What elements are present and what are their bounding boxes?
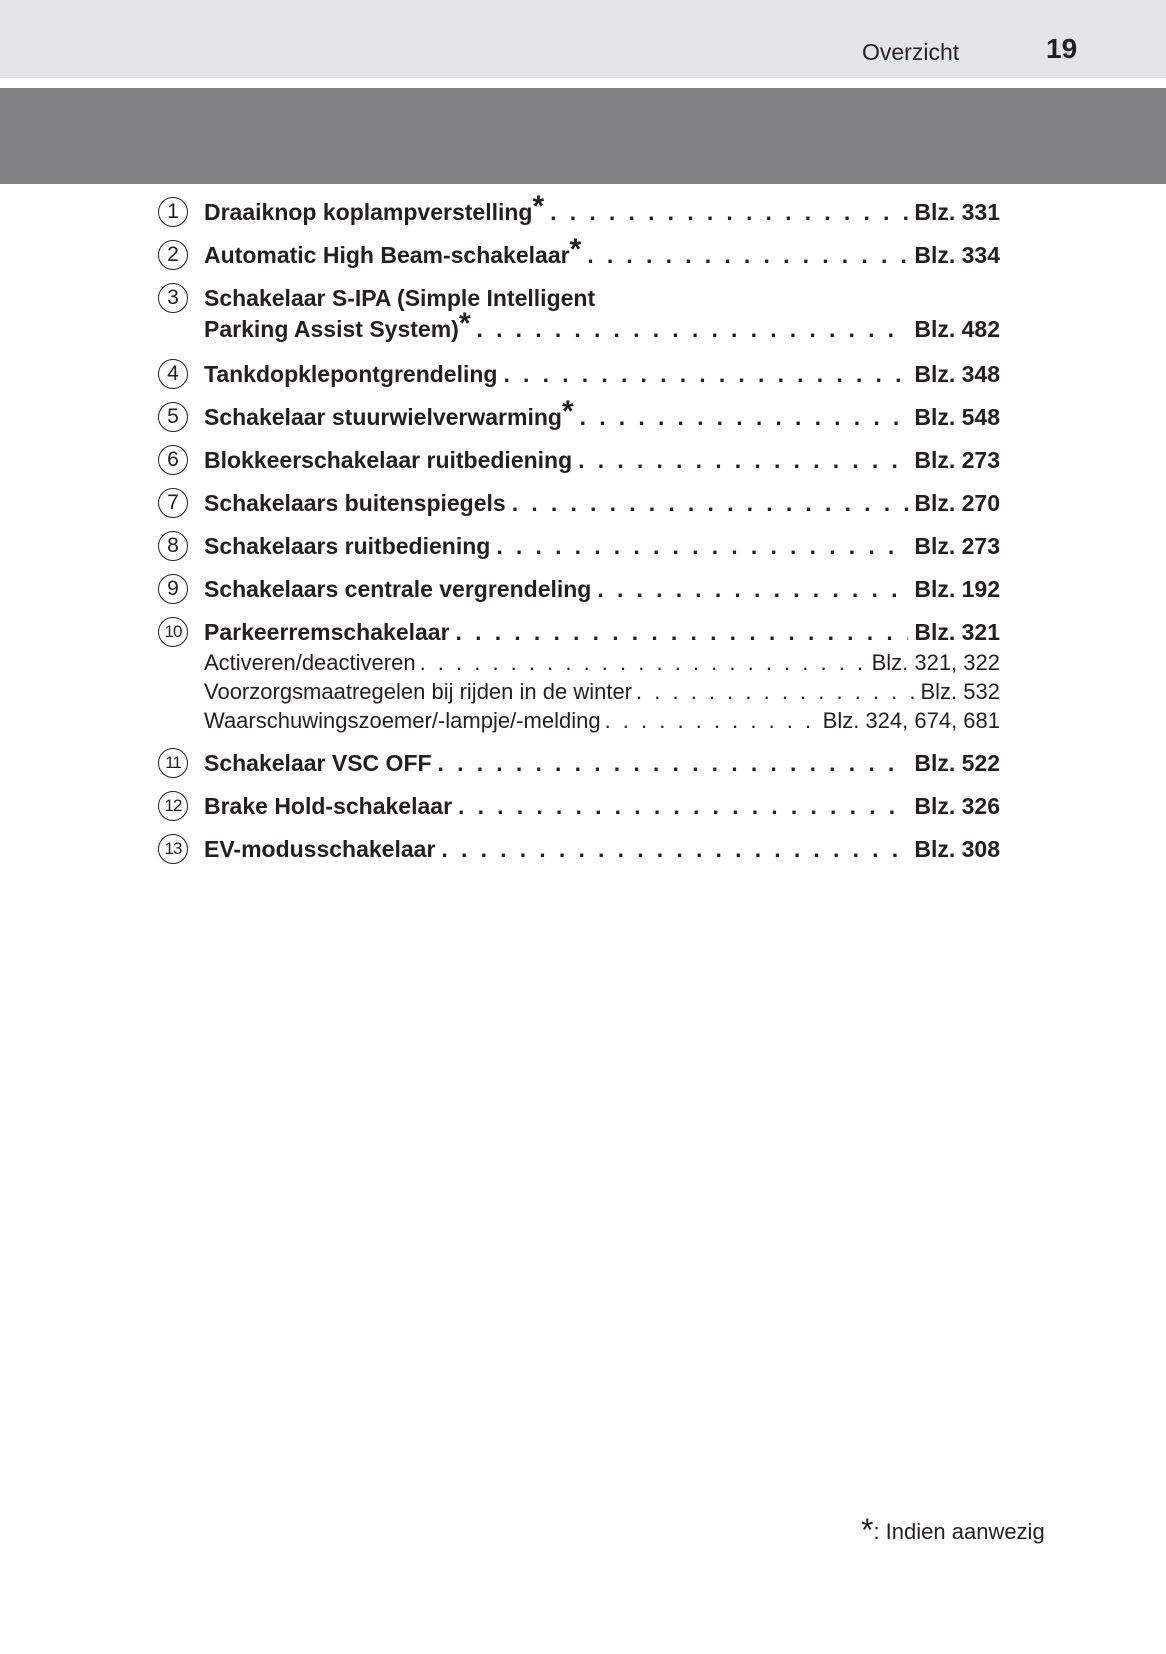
page-reference: Blz. 548: [914, 404, 1000, 430]
footnote: [861, 1510, 1045, 1547]
dot-leader: [458, 793, 908, 820]
page-reference: Blz. 522: [914, 750, 1000, 776]
dot-leader: [477, 316, 909, 343]
item-number-badge: 12: [158, 791, 188, 821]
entry-title: Schakelaars centrale vergrendeling: [204, 576, 592, 602]
page-reference: Blz. 321: [914, 619, 1000, 645]
page-reference: Blz. 270: [914, 490, 1000, 516]
dot-leader: [456, 619, 909, 646]
header-divider: [0, 78, 1166, 88]
entry-title: Schakelaar stuurwielverwarming: [204, 404, 562, 430]
item-number-badge: 8: [158, 531, 188, 561]
dot-leader: [580, 404, 909, 431]
entry-title: Schakelaar VSC OFF: [204, 750, 432, 776]
entry-title: Draaiknop koplampverstelling: [204, 199, 533, 225]
item-number-badge: 4: [158, 359, 188, 389]
dot-leader: [587, 242, 908, 269]
entry-title-line1: Schakelaar S-IPA (Simple Intelligent: [204, 285, 596, 311]
dot-leader: [597, 576, 908, 603]
dot-leader: [496, 533, 908, 560]
item-number-badge: 11: [158, 748, 188, 778]
section-title: Overzicht: [862, 39, 960, 65]
item-number-badge: 2: [158, 240, 188, 270]
page-reference: Blz. 482: [914, 316, 1000, 342]
toc-subentry[interactable]: [204, 708, 1000, 734]
subentry-title: Activeren/deactiveren: [204, 650, 416, 675]
entry-title: Parkeerremschakelaar: [204, 619, 450, 645]
entry-title: Brake Hold-schakelaar: [204, 793, 453, 819]
item-number-badge: 1: [158, 197, 188, 227]
subentry-title: Waarschuwingszoemer/-lampje/-melding: [204, 708, 601, 733]
page-reference: Blz. 273: [914, 447, 1000, 473]
item-number-badge: 3: [158, 283, 188, 313]
item-number-badge: 13: [158, 834, 188, 864]
page-reference: Blz. 334: [914, 242, 1000, 268]
item-number-badge: 7: [158, 488, 188, 518]
dot-leader: [636, 679, 916, 705]
item-number-badge: 5: [158, 402, 188, 432]
page-reference: Blz. 321, 322: [871, 650, 1000, 675]
page-reference: Blz. 308: [914, 836, 1000, 862]
dot-leader: [512, 490, 909, 517]
footnote-asterisk: *: [861, 1512, 874, 1548]
footnote-text: : Indien aanwezig: [873, 1519, 1045, 1544]
header-top-bar: [0, 0, 1166, 78]
page-reference: Blz. 331: [914, 199, 1000, 225]
page-reference: Blz. 326: [914, 793, 1000, 819]
dot-leader: [438, 750, 909, 777]
toc-subentry[interactable]: [204, 650, 1000, 676]
entry-title: Parking Assist System): [204, 316, 459, 342]
entry-title: Tankdopklepontgrendeling: [204, 361, 498, 387]
item-number-badge: 6: [158, 445, 188, 475]
entry-title: Blokkeerschakelaar ruitbediening: [204, 447, 573, 473]
item-number-badge: 10: [158, 617, 188, 647]
dot-leader: [605, 708, 819, 734]
entry-title: Schakelaars ruitbediening: [204, 533, 491, 559]
page-number: 19: [1046, 33, 1078, 64]
page-reference: Blz. 532: [920, 679, 1000, 704]
subentry-title: Voorzorgsmaatregelen bij rijden in de winter: [204, 679, 633, 704]
dot-leader: [420, 650, 868, 676]
entry-title: Automatic High Beam-schakelaar: [204, 242, 570, 268]
dot-leader: [503, 361, 908, 388]
toc-subentry[interactable]: [204, 679, 1000, 705]
header-band: [0, 88, 1166, 184]
page-reference: Blz. 273: [914, 533, 1000, 559]
dot-leader: [441, 836, 908, 863]
entry-title: Schakelaars buitenspiegels: [204, 490, 506, 516]
entry-title: EV-modusschakelaar: [204, 836, 436, 862]
page-reference: Blz. 348: [914, 361, 1000, 387]
page-reference: Blz. 324, 674, 681: [822, 708, 1000, 733]
page-reference: Blz. 192: [914, 576, 1000, 602]
dot-leader: [578, 447, 908, 474]
dot-leader: [550, 199, 908, 226]
item-number-badge: 9: [158, 574, 188, 604]
